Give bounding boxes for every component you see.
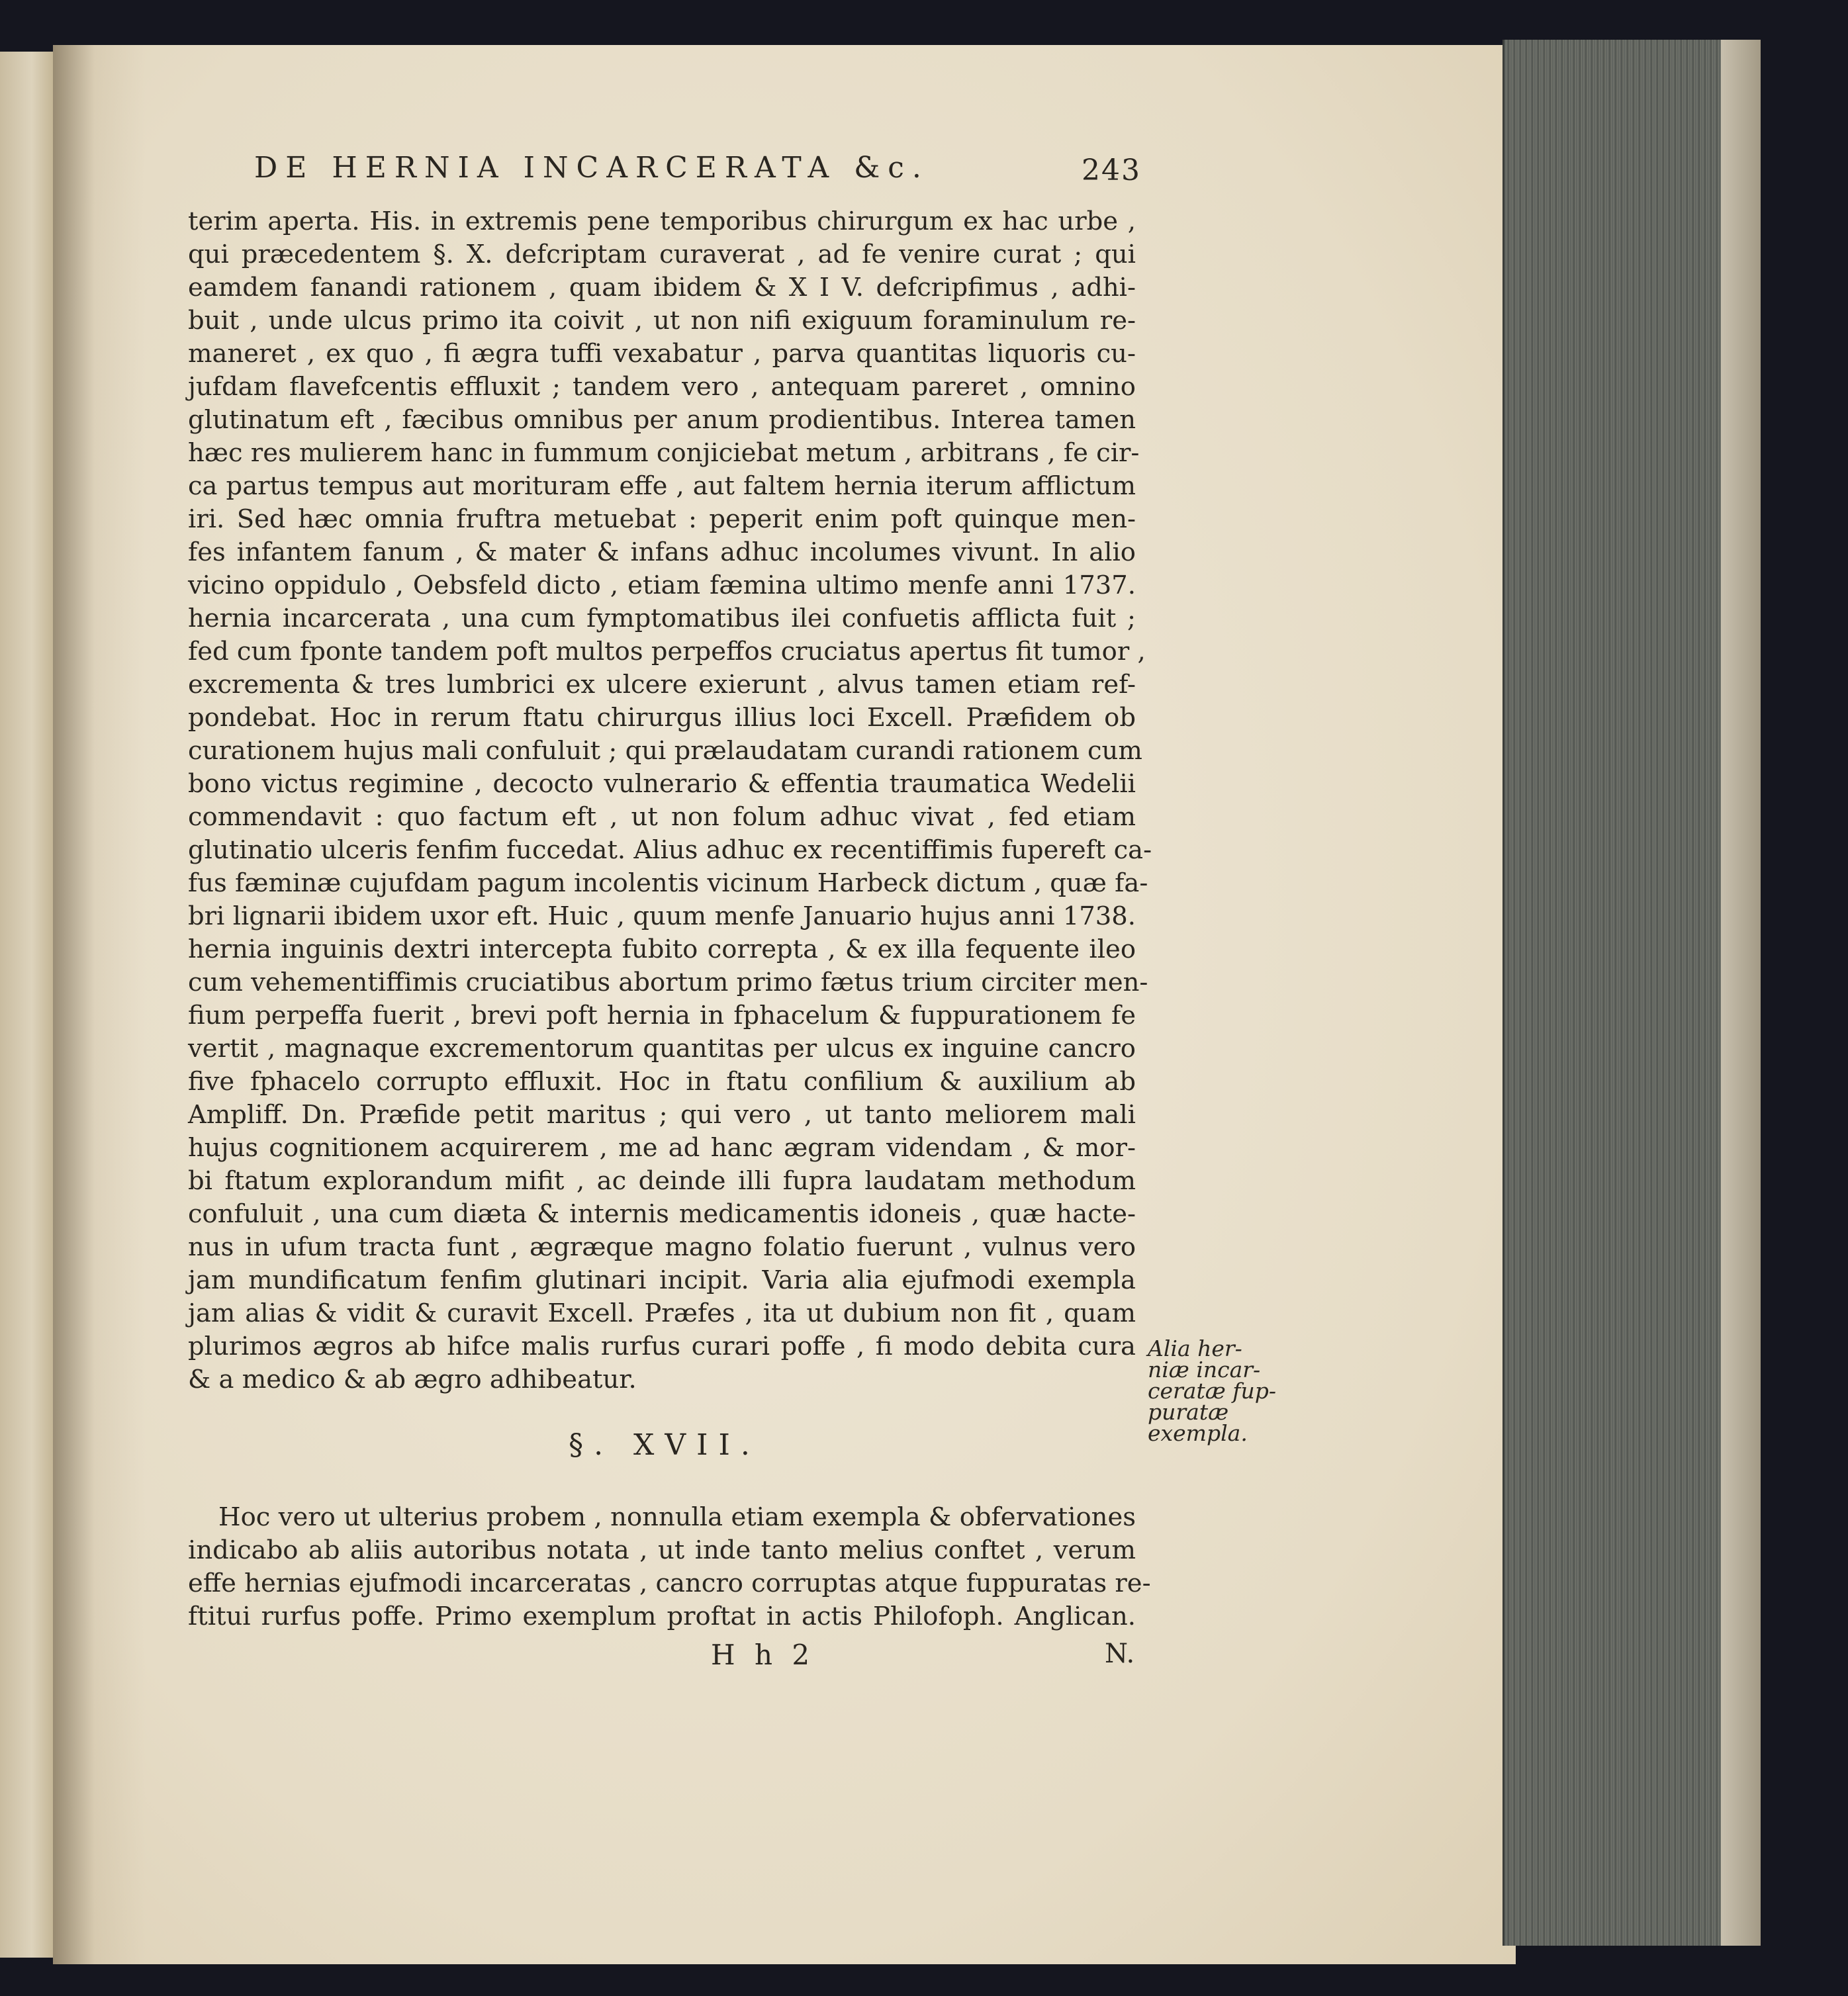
text-line: fus fæminæ cujufdam pagum incolentis vicinum Harbeck dictum , quæ fa-: [188, 868, 1148, 898]
text-line: qui præcedentem §. X. defcriptam curaverat , ad fe venire curat ; qui: [188, 240, 1136, 269]
book-cover-edge: [1721, 40, 1761, 1946]
gutter-shadow: [53, 45, 146, 1964]
text-line: glutinatum eft , fæcibus omnibus per anum prodientibus. Interea tamen: [188, 405, 1136, 435]
text-line: hernia incarcerata , una cum fymptomatibus ilei confuetis afflicta fuit ;: [188, 604, 1136, 633]
text-line: jam mundificatum fenfim glutinari incipit. Varia alia ejufmodi exempla: [188, 1265, 1136, 1295]
text-line: glutinatio ulceris fenfim fuccedat. Alius adhuc ex recentiffimis fupereft ca-: [188, 835, 1152, 865]
text-line: hujus cognitionem acquirerem , me ad hanc ægram videndam , & mor-: [188, 1133, 1136, 1163]
margin-note-line: ceratæ fup-: [1148, 1378, 1276, 1404]
margin-note-line: Alia her-: [1148, 1336, 1242, 1361]
margin-note-line: exempla.: [1148, 1420, 1248, 1446]
text-line: bono victus regimine , decocto vulnerario & effentia traumatica Wedelii: [188, 769, 1136, 799]
text-line: & a medico & ab ægro adhibeatur.: [188, 1365, 637, 1394]
text-line: plurimos ægros ab hifce malis rurfus curari poffe , fi modo debita cura: [188, 1332, 1136, 1361]
text-line: eamdem fanandi rationem , quam ibidem & X I V. defcripfimus , adhi-: [188, 273, 1136, 302]
paragraph-2: [188, 1501, 1151, 1633]
margin-note: [1148, 1338, 1280, 1444]
running-head: [188, 151, 1141, 204]
text-line: iri. Sed hæc omnia fruftra metuebat : peperit enim poft quinque men-: [188, 504, 1136, 534]
text-line: five fphacelo corrupto effluxit. Hoc in ftatu confilium & auxilium ab: [188, 1067, 1136, 1097]
running-head-title: DE HERNIA INCARCERATA &c.: [254, 151, 929, 185]
text-line: terim aperta. His. in extremis pene temporibus chirurgum ex hac urbe ,: [188, 206, 1136, 236]
text-line: Ampliff. Dn. Præfide petit maritus ; qui vero , ut tanto meliorem mali: [188, 1100, 1136, 1130]
text-line: jufdam flavefcentis effluxit ; tandem vero , antequam pareret , omnino: [188, 372, 1136, 402]
text-line: ca partus tempus aut morituram effe , aut faltem hernia iterum afflictum: [188, 471, 1136, 501]
text-line: confuluit , una cum diæta & internis medicamentis idoneis , quæ hacte-: [188, 1199, 1136, 1229]
text-line: cum vehementiffimis cruciatibus abortum primo fætus trium circiter men-: [188, 968, 1148, 997]
fore-edge: [1502, 40, 1736, 1946]
margin-note-line: puratæ: [1148, 1399, 1229, 1425]
text-line: excrementa & tres lumbrici ex ulcere exierunt , alvus tamen etiam ref-: [188, 670, 1136, 700]
text-line: commendavit : quo factum eft , ut non folum adhuc vivat , fed etiam: [188, 802, 1136, 832]
section-heading: §. XVII.: [569, 1428, 761, 1462]
text-line: indicabo ab aliis autoribus notata , ut inde tanto melius conftet , verum: [188, 1535, 1136, 1565]
page-number: 243: [1082, 154, 1141, 187]
margin-note-line: niæ incar-: [1148, 1357, 1261, 1383]
paragraph-1: [188, 205, 1152, 1396]
text-line: jam alias & vidit & curavit Excell. Præfes , ita ut dubium non fit , quam: [188, 1298, 1136, 1328]
text-line: bi ftatum explorandum mifit , ac deinde illi fupra laudatam methodum: [188, 1166, 1136, 1196]
text-line: effe hernias ejufmodi incarceratas , cancro corruptas atque fuppuratas re-: [188, 1568, 1151, 1598]
signature-mark: H h 2: [711, 1639, 815, 1671]
text-line: hæc res mulierem hanc in fummum conjiciebat metum , arbitrans , fe cir-: [188, 438, 1140, 468]
text-line: fes infantem fanum , & mater & infans adhuc incolumes vivunt. In alio: [188, 537, 1136, 567]
text-line: vicino oppidulo , Oebsfeld dicto , etiam fæmina ultimo menfe anni 1737.: [188, 570, 1136, 600]
text-line: buit , unde ulcus primo ita coivit , ut non nifi exiguum foraminulum re-: [188, 306, 1136, 336]
text-line: hernia inguinis dextri intercepta fubito correpta , & ex illa fequente ileo: [188, 934, 1136, 964]
text-line: Hoc vero ut ulterius probem , nonnulla etiam exempla & obfervationes: [218, 1502, 1136, 1532]
text-line: nus in ufum tracta funt , ægræque magno folatio fuerunt , vulnus vero: [188, 1232, 1136, 1262]
text-line: fed cum fponte tandem poft multos perpeffos cruciatus apertus fit tumor ,: [188, 637, 1146, 666]
text-line: curationem hujus mali confuluit ; qui prælaudatam curandi rationem cum: [188, 736, 1142, 766]
text-line: bri lignarii ibidem uxor eft. Huic , quum menfe Januario hujus anni 1738.: [188, 901, 1136, 931]
text-line: pondebat. Hoc in rerum ftatu chirurgus illius loci Excell. Præfidem ob: [188, 703, 1136, 733]
catchword: N.: [1105, 1639, 1135, 1669]
text-line: ftitui rurfus poffe. Primo exemplum proftat in actis Philofoph. Anglican.: [188, 1602, 1136, 1631]
text-line: maneret , ex quo , fi ægra tuffi vexabatur , parva quantitas liquoris cu-: [188, 339, 1136, 369]
text-line: fium perpeffa fuerit , brevi poft hernia in fphacelum & fuppurationem fe: [188, 1001, 1136, 1030]
text-line: vertit , magnaque excrementorum quantitas per ulcus ex inguine cancro: [188, 1034, 1136, 1064]
facing-page-edge: [0, 52, 54, 1958]
